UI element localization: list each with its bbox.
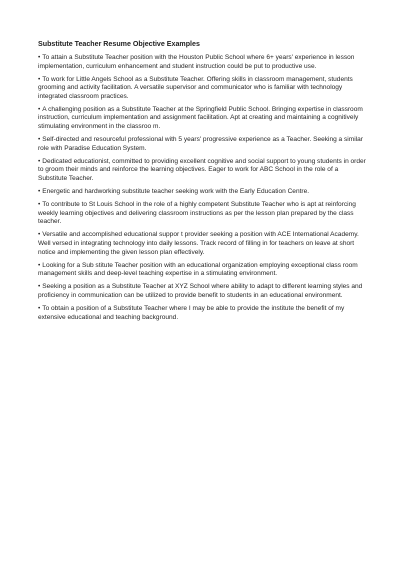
objective-item: • Versatile and accomplished educational suppor t provider seeking a position with ACE International Academy. Well versed in integrating technology into daily lessons. Track record of filling in for teachers on leave at short notice and implementing the given lesson plan effectively. <box>38 231 368 257</box>
objective-item: • To work for Little Angels School as a Substitute Teacher. Offering skills in classroom management, students grooming and activity facilitation. A versatile supervisor and communicator who is familiar with technology integrated classroom practices. <box>38 76 368 102</box>
objective-item: • Dedicated educationist, committed to providing excellent cognitive and social support to young students in order to groom their minds and reinforce the learning objectives. Eager to work for ABC School in the role of a Substitute Teacher. <box>38 158 368 184</box>
objective-item: • To attain a Substitute Teacher position with the Houston Public School where 6+ years' experience in lesson implementation, curriculum enhancement and student instruction could be put to productive use. <box>38 54 368 71</box>
objective-item: • Seeking a position as a Substitute Teacher at XYZ School where ability to adapt to different learning styles and proficiency in communication can be utilized to provide benefit to students in an educational environment. <box>38 283 368 300</box>
objective-item: • Looking for a Sub stitute Teacher position with an educational organization employing exceptional class room management skills and deep-level teaching expertise in a stimulating environment. <box>38 262 368 279</box>
objective-item: • To contribute to St Louis School in the role of a highly competent Substitute Teacher who is apt at reinforcing weekly learning objectives and delivering classroom instructions as per the lesson plan prepared by the class teacher. <box>38 201 368 227</box>
document-content <box>38 40 368 327</box>
objective-item: • Energetic and hardworking substitute teacher seeking work with the Early Education Centre. <box>38 188 368 197</box>
document-title: Substitute Teacher Resume Objective Examples <box>38 40 200 48</box>
objective-item: • Self-directed and resourceful professional with 5 years' progressive experience as a Teacher. Seeking a similar role with Paradise Education System. <box>38 136 368 153</box>
objective-item: • To obtain a position of a Substitute Teacher where I may be able to provide the institute the benefit of my extensive educational and teaching background. <box>38 305 368 322</box>
objective-item: • A challenging position as a Substitute Teacher at the Springfield Public School. Bringing expertise in classroom instruction, curriculum implementation and assignment facilitation. Apt at creating and maintaining a cognitively stimulating environment in the classroo m. <box>38 106 368 132</box>
